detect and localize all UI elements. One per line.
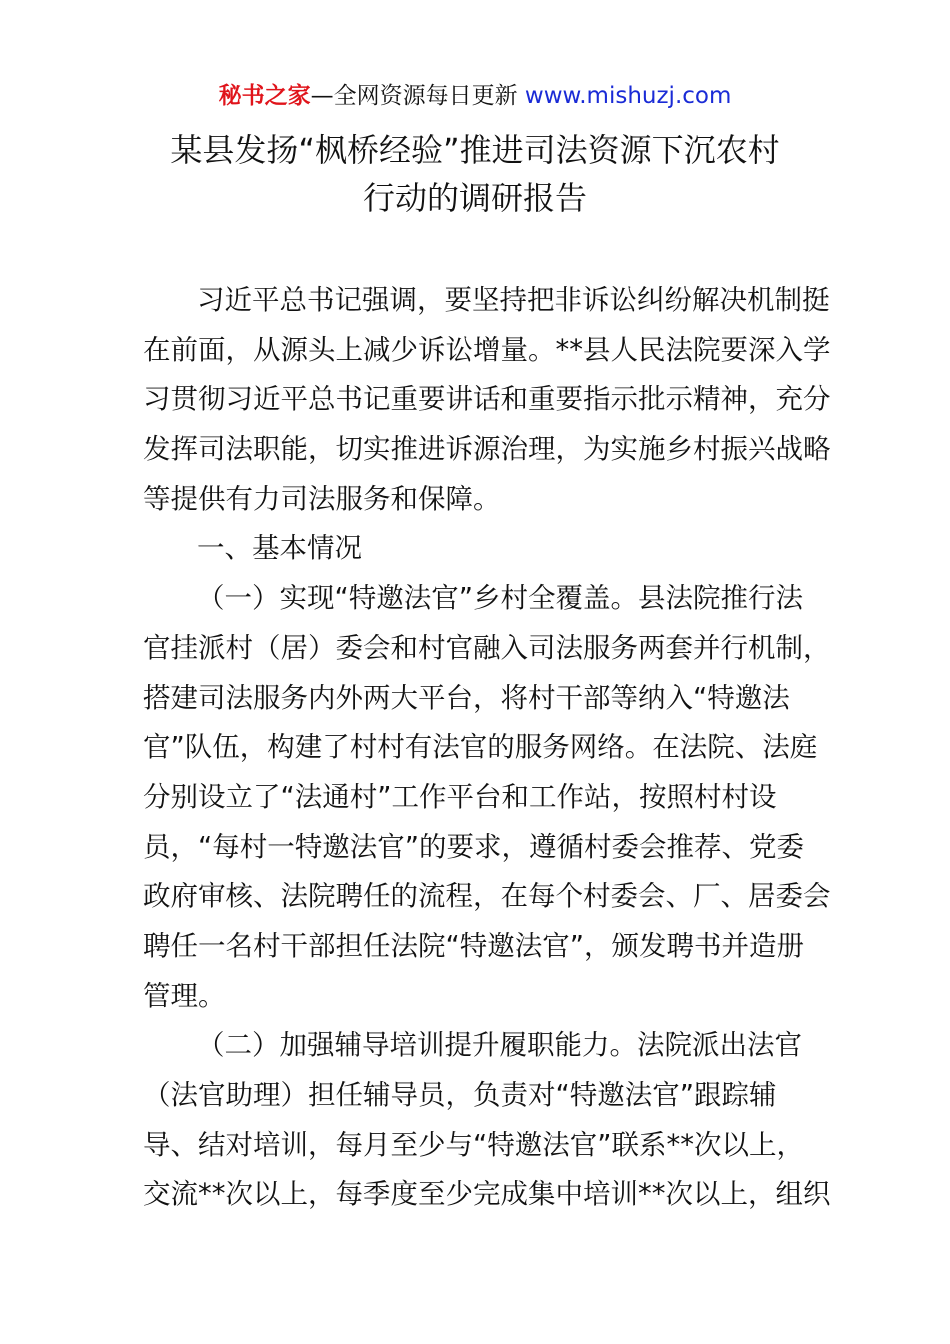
title-line-1: 某县发扬“枫桥经验”推进司法资源下沉农村 [170, 131, 780, 169]
paragraph-line: 发挥司法职能，切实推进诉源治理，为实施乡村振兴战略 [143, 433, 831, 466]
paragraph-line: （二）加强辅导培训提升履职能力。法院派出法官 [197, 1029, 802, 1062]
paragraph-line: 导、结对培训，每月至少与“特邀法官”联系**次以上， [143, 1128, 804, 1161]
document-title [100, 126, 850, 222]
paragraph-line: 官挂派村（居）委会和村官融入司法服务两套并行机制， [143, 631, 831, 664]
paragraph-line: 习近平总书记强调，要坚持把非诉讼纠纷解决机制挺 [197, 284, 830, 316]
paragraph-line: 习贯彻习近平总书记重要讲话和重要指示批示精神，充分 [143, 383, 831, 416]
paragraph-line: 分别设立了“法通村”工作平台和工作站，按照村村设 [143, 780, 777, 813]
site-tagline: —全网资源每日更新 [310, 83, 525, 109]
paragraph-line: 官”队伍，构建了村村有法官的服务网络。在法院、法庭 [143, 731, 818, 764]
paragraph-line: 员，“每村一特邀法官”的要求，遵循村委会推荐、党委 [143, 830, 804, 863]
paragraph-line: 政府审核、法院聘任的流程，在每个村委会、厂、居委会 [143, 880, 831, 913]
paragraph-line: 聘任一名村干部担任法院“特邀法官”，颁发聘书并造册 [143, 929, 804, 962]
paragraph-line: 在前面，从源头上减少诉讼增量。**县人民法院要深入学 [143, 333, 831, 366]
paragraph-line: 交流**次以上，每季度至少完成集中培训**次以上，组织 [143, 1178, 831, 1211]
site-url-link[interactable]: www.mishuzj.com [524, 83, 732, 109]
title-line-2: 行动的调研报告 [362, 179, 587, 217]
paragraph-line: 等提供有力司法服务和保障。 [143, 482, 501, 515]
site-brand: 秘书之家 [218, 83, 311, 109]
site-header [0, 80, 950, 112]
paragraph-line: （法官助理）担任辅导员，负责对“特邀法官”跟踪辅 [143, 1079, 777, 1111]
paragraph-line: 管理。 [143, 979, 226, 1012]
document-body [143, 276, 831, 1220]
section-heading: 一、基本情况 [197, 532, 362, 565]
paragraph-line: （一）实现“特邀法官”乡村全覆盖。县法院推行法 [197, 582, 803, 615]
paragraph-line: 搭建司法服务内外两大平台，将村干部等纳入“特邀法 [143, 681, 790, 714]
